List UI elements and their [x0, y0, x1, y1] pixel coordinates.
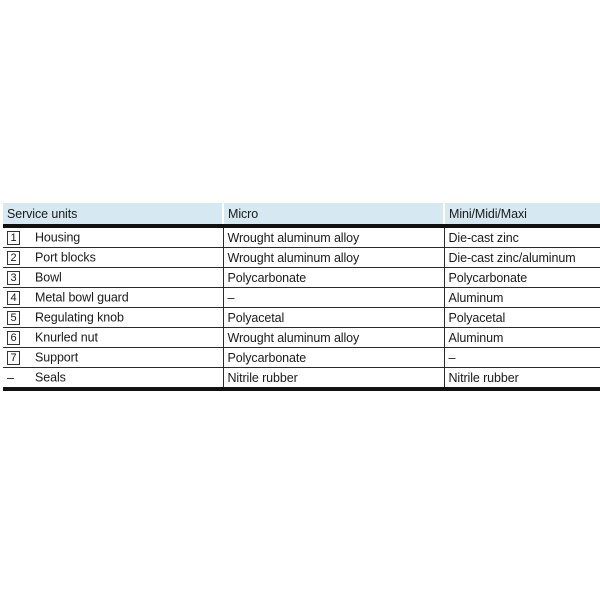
part-cell	[3, 368, 223, 390]
micro-material-cell: Wrought aluminum alloy	[223, 328, 444, 348]
micro-material-cell: Wrought aluminum alloy	[223, 248, 444, 268]
item-number-badge: 1	[7, 231, 20, 245]
item-number-badge: 7	[7, 351, 20, 365]
part-name: Knurled nut	[35, 330, 98, 345]
micro-material-cell: Polyacetal	[223, 308, 444, 328]
part-name: Metal bowl guard	[35, 290, 129, 305]
mini-material-cell: Die-cast zinc	[444, 226, 600, 248]
item-number-badge: 3	[7, 271, 20, 285]
part-cell	[3, 248, 223, 268]
table-row	[3, 226, 600, 248]
mini-material-cell: Aluminum	[444, 288, 600, 308]
mini-material-cell: Aluminum	[444, 328, 600, 348]
micro-material-cell: Polycarbonate	[223, 348, 444, 368]
part-cell	[3, 226, 223, 248]
part-cell	[3, 268, 223, 288]
materials-table	[3, 203, 600, 391]
header-micro: Micro	[223, 203, 444, 226]
part-name: Seals	[35, 370, 66, 385]
part-cell	[3, 328, 223, 348]
item-number-badge: 5	[7, 311, 20, 325]
item-number-badge: 6	[7, 331, 20, 345]
part-name: Support	[35, 350, 79, 365]
materials-table-container	[3, 203, 600, 391]
micro-material-cell: Nitrile rubber	[223, 368, 444, 390]
part-cell	[3, 308, 223, 328]
part-name: Regulating knob	[35, 310, 124, 325]
header-mini-midi-maxi: Mini/Midi/Maxi	[444, 203, 600, 226]
item-number-dash: –	[7, 370, 14, 385]
micro-material-cell: –	[223, 288, 444, 308]
table-row	[3, 268, 600, 288]
part-name: Port blocks	[35, 250, 96, 265]
part-name: Housing	[35, 230, 81, 245]
mini-material-cell: –	[444, 348, 600, 368]
item-number-badge: 4	[7, 291, 20, 305]
table-row	[3, 328, 600, 348]
part-cell	[3, 348, 223, 368]
mini-material-cell: Polycarbonate	[444, 268, 600, 288]
part-name: Bowl	[35, 270, 62, 285]
mini-material-cell: Polyacetal	[444, 308, 600, 328]
table-row	[3, 308, 600, 328]
mini-material-cell: Die-cast zinc/aluminum	[444, 248, 600, 268]
mini-material-cell: Nitrile rubber	[444, 368, 600, 390]
part-cell	[3, 288, 223, 308]
micro-material-cell: Polycarbonate	[223, 268, 444, 288]
table-row	[3, 368, 600, 390]
header-service-units: Service units	[3, 203, 223, 226]
table-row	[3, 248, 600, 268]
table-header-row	[3, 203, 600, 226]
item-number-badge: 2	[7, 251, 20, 265]
micro-material-cell: Wrought aluminum alloy	[223, 226, 444, 248]
table-row	[3, 288, 600, 308]
table-row	[3, 348, 600, 368]
